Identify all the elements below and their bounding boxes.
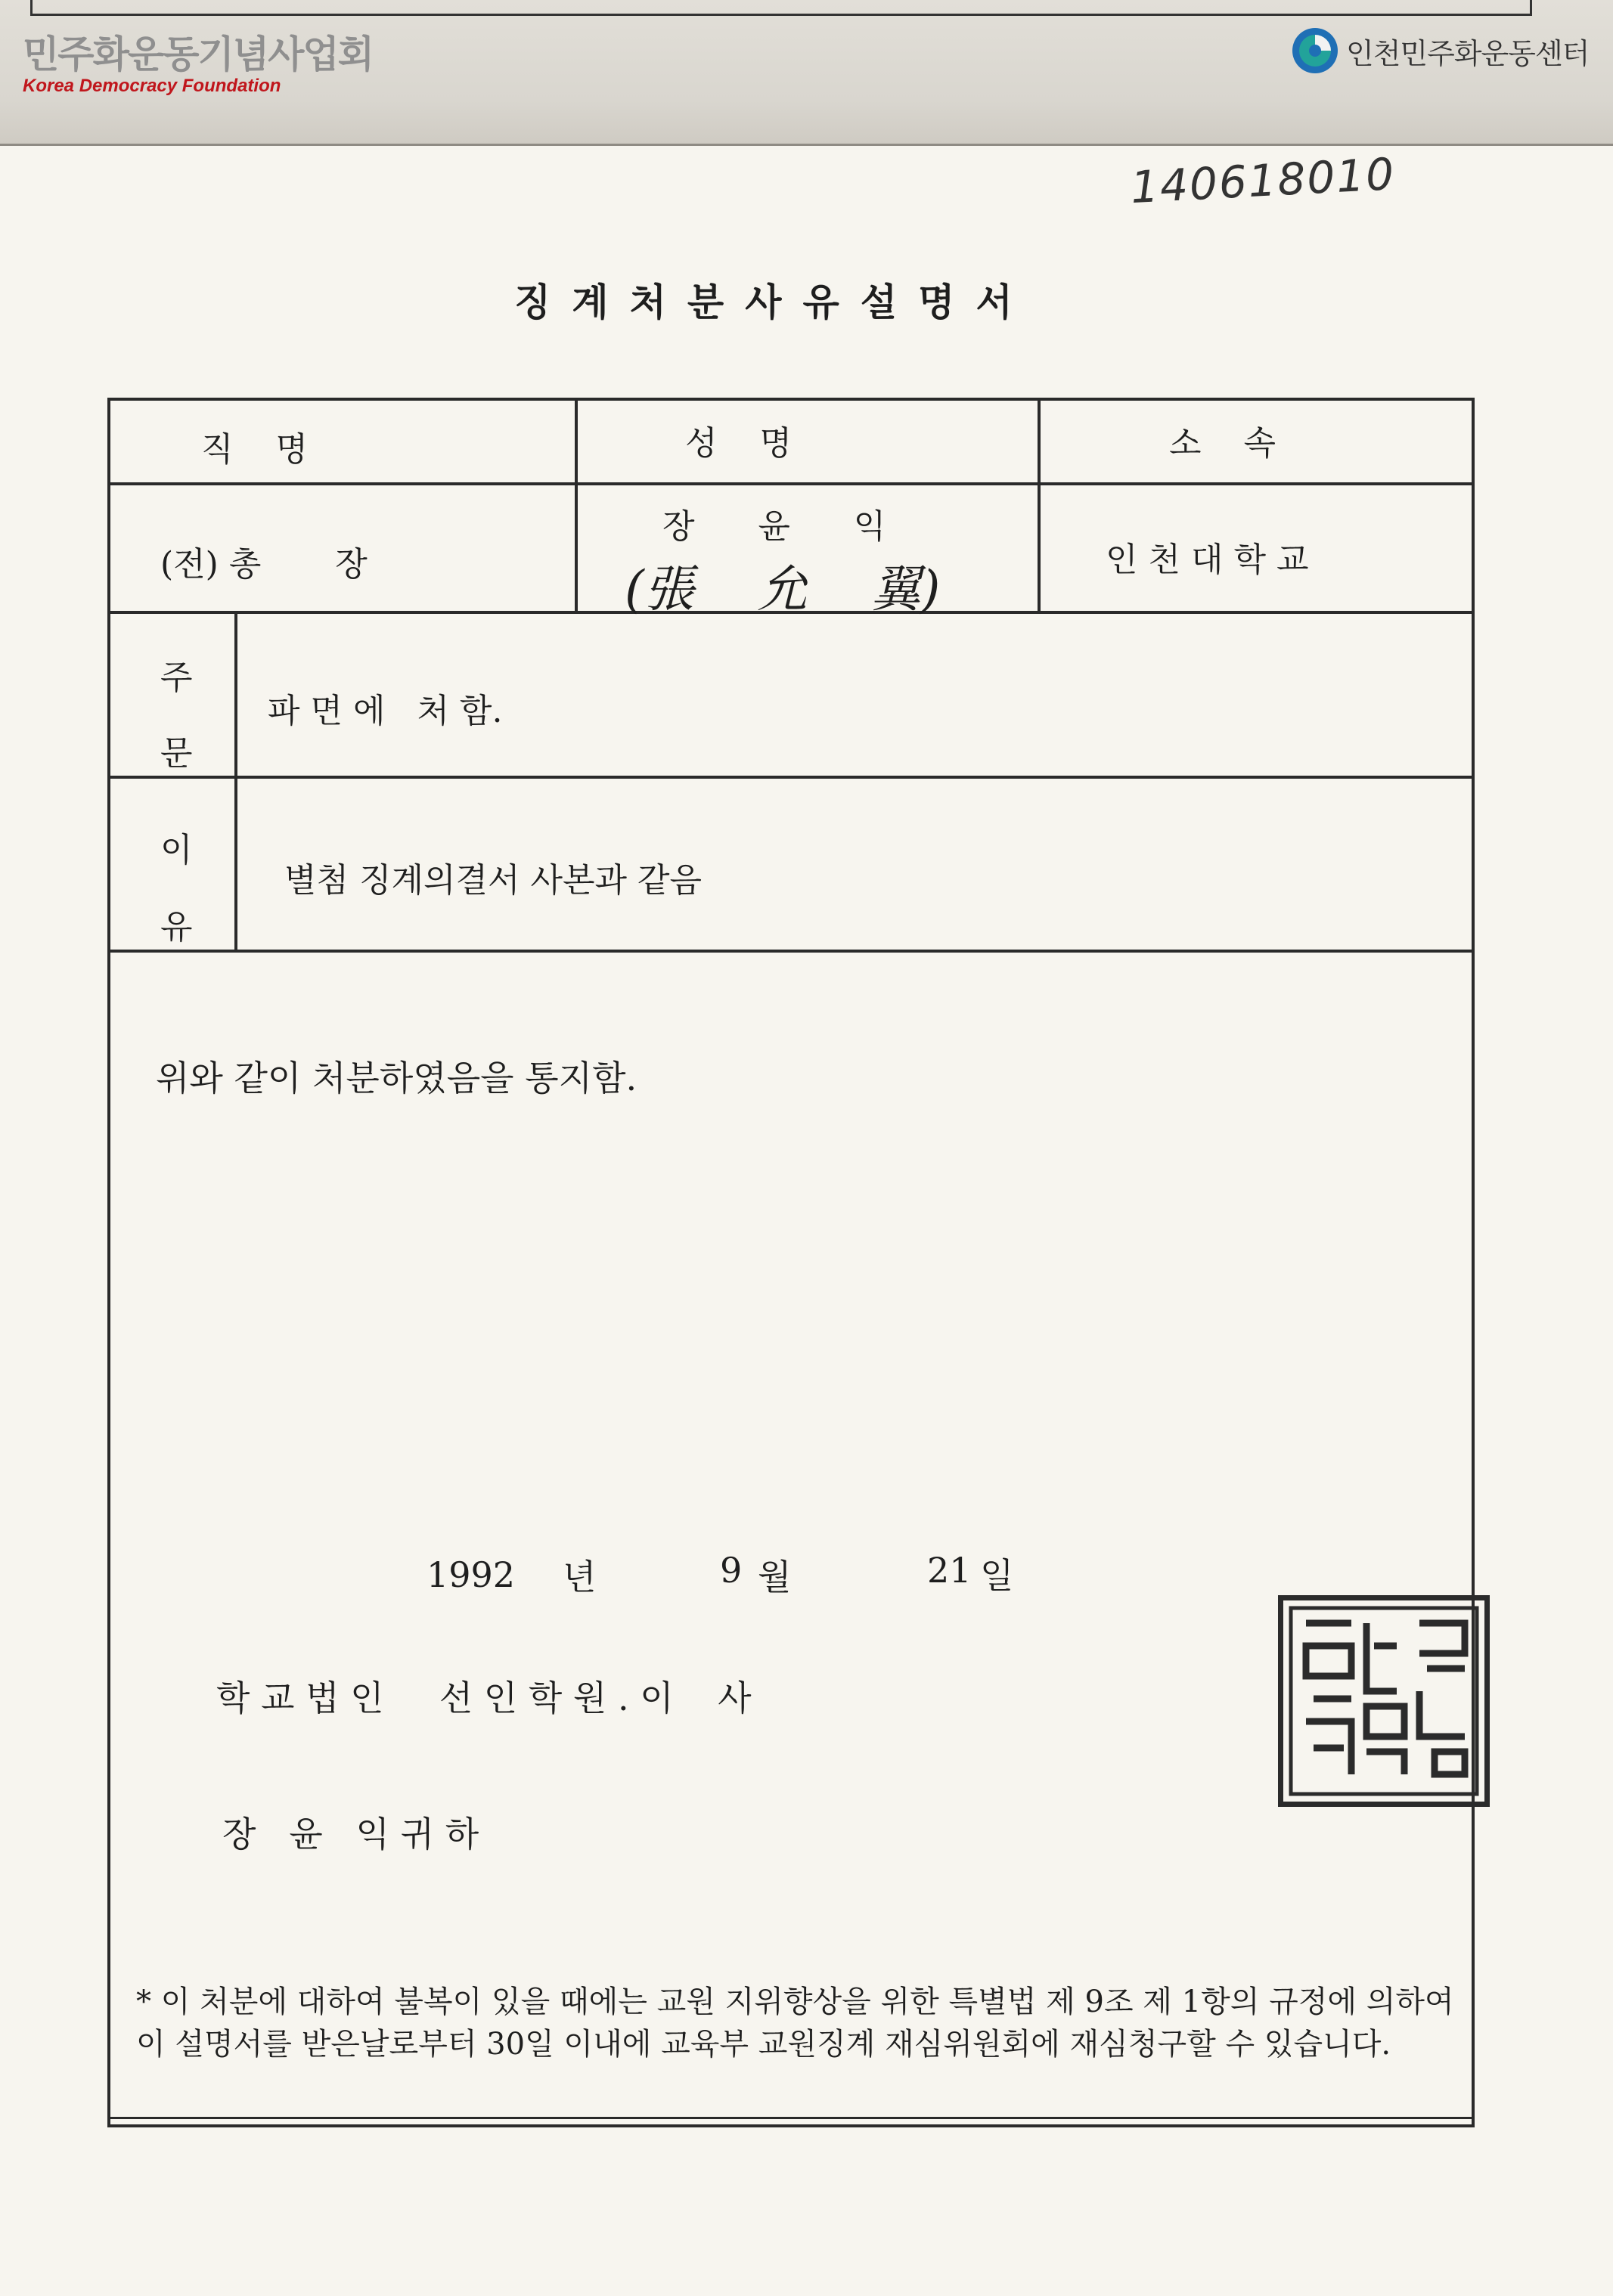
affiliation-value: 인 천 대 학 교 — [1106, 541, 1309, 579]
order-label-top: 주 — [160, 658, 193, 697]
date-month: 9 — [720, 1550, 743, 1591]
column-divider — [575, 401, 578, 612]
row-divider — [110, 950, 1472, 953]
footnote-divider — [110, 2117, 1472, 2119]
label-column-divider — [234, 612, 237, 951]
date-year: 1992 — [427, 1554, 516, 1595]
date-month-unit: 월 — [758, 1557, 792, 1597]
position-value: (전) 총 장 — [160, 545, 368, 584]
column-divider — [1038, 401, 1041, 612]
notice-text: 위와 같이 처분하였음을 통지함. — [156, 1058, 637, 1098]
header-name: 성 명 — [685, 424, 792, 463]
partner-name: 인천민주화운동센터 — [1346, 36, 1590, 70]
scan-header-strip — [0, 0, 1613, 146]
date-year-unit: 년 — [563, 1557, 597, 1597]
partner-brand — [1290, 26, 1589, 76]
recipient: 장 윤 익 귀 하 — [222, 1814, 479, 1854]
icdc-logo-icon — [1290, 26, 1340, 76]
org-english-name: Korea Democracy Foundation — [23, 76, 281, 96]
reason-text: 별첨 징계의결서 사본과 같음 — [284, 861, 703, 900]
org-korean-name: 민주화운동기념사업회 — [23, 33, 373, 76]
reason-label-top: 이 — [160, 831, 193, 869]
issuer-institution: 학 교 법 인 선 인 학 원 . 이 사 — [216, 1678, 752, 1718]
order-text: 파 면 에 처 함. — [268, 692, 503, 730]
previous-page-edge — [30, 0, 1532, 16]
name-hangul: 장 윤 익 — [662, 507, 886, 546]
date-day: 21 — [927, 1550, 972, 1591]
order-label-bottom: 문 — [160, 734, 193, 773]
header-position: 직 명 — [201, 430, 308, 469]
disciplinary-form — [107, 398, 1475, 2127]
header-affiliation: 소 속 — [1169, 424, 1276, 463]
date-day-unit: 일 — [980, 1555, 1014, 1596]
row-divider — [110, 482, 1472, 485]
seal-pattern — [1283, 1600, 1484, 1802]
official-seal-stamp — [1278, 1595, 1490, 1807]
name-hanja: (張 允 翼) — [625, 560, 941, 618]
document-number: 140618010 — [1129, 147, 1397, 214]
row-divider — [110, 776, 1472, 779]
reason-label-bottom: 유 — [160, 908, 193, 947]
document-title: 징계처분사유설명서 — [514, 280, 1034, 324]
footnote: * 이 처분에 대하여 불복이 있을 때에는 교원 지위향상을 위한 특별법 제 9조 제 1항의 규정에 의하여 이 설명서를 받은날로부터 30일 이내에 교육부 교원징계 재심위원회에 재심청구할 수 있습니다. — [136, 1985, 1454, 2062]
